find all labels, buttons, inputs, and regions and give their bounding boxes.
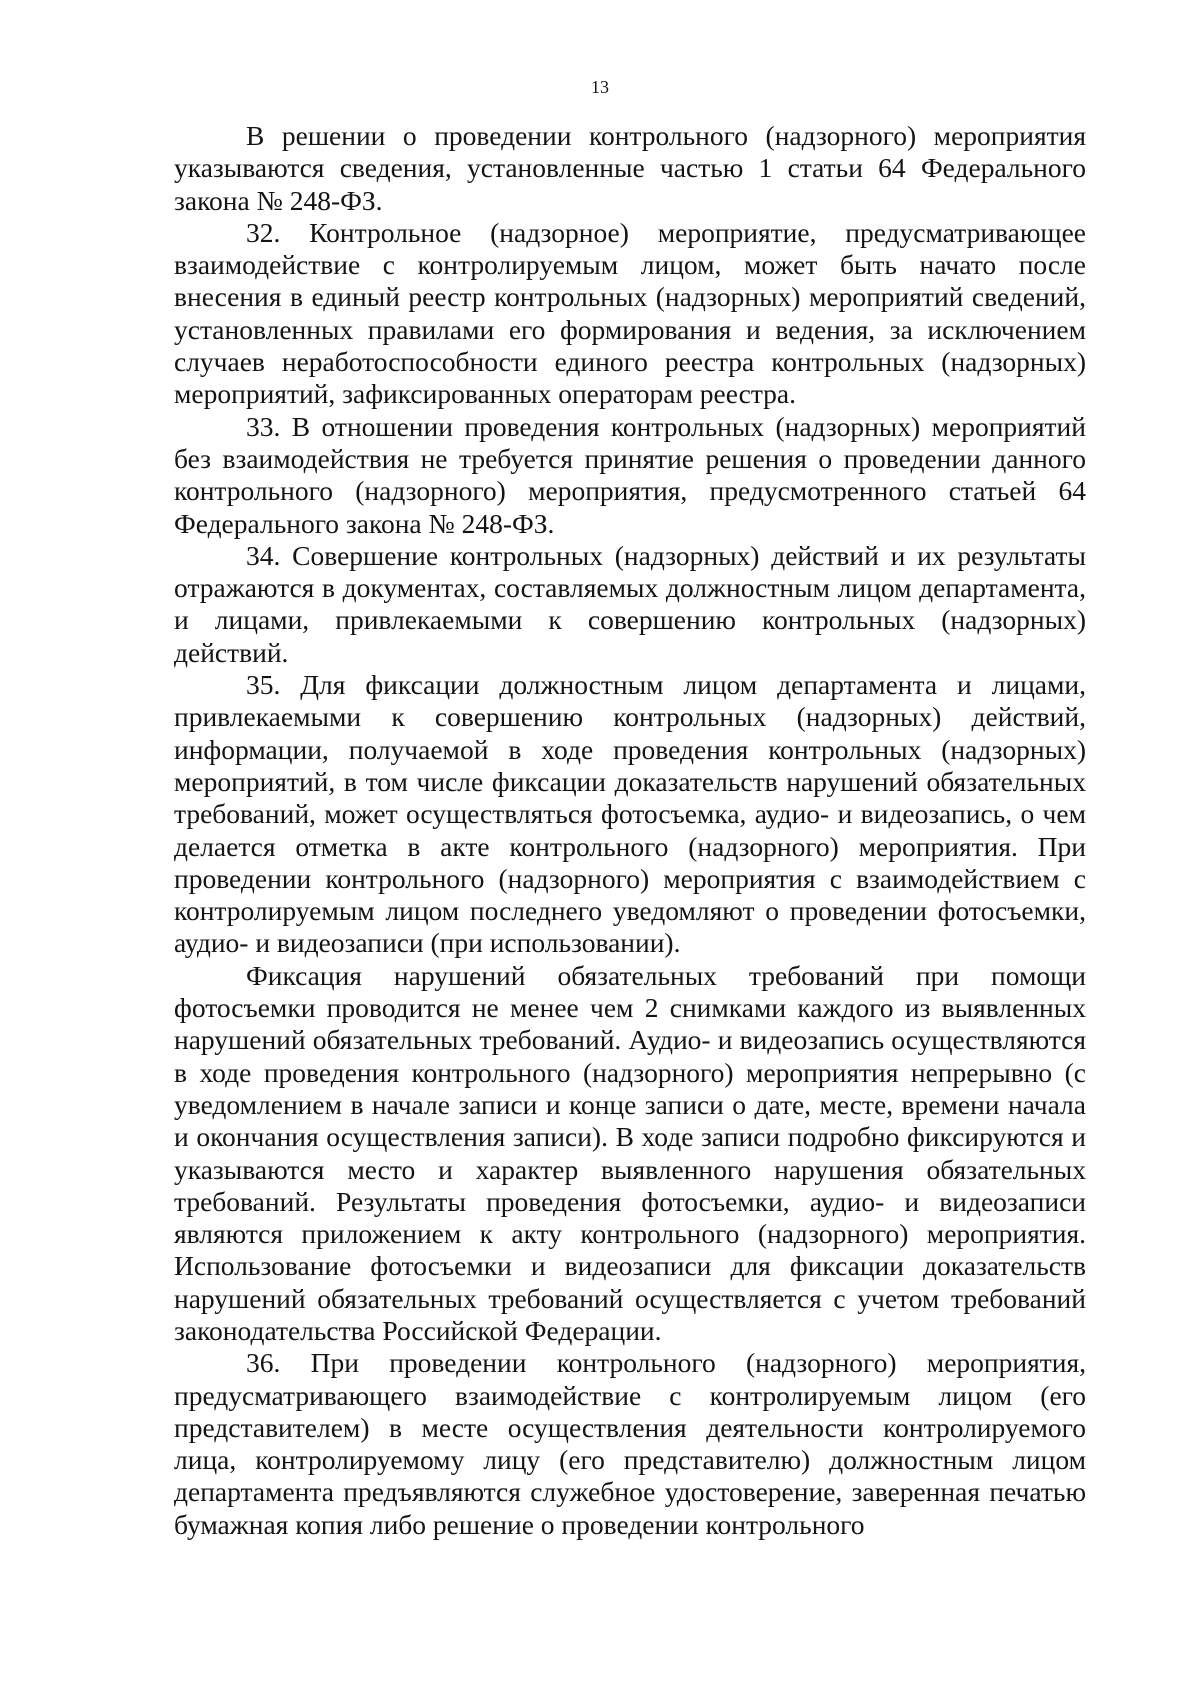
- paragraph-36: 36. При проведении контрольного (надзорного) мероприятия, предусматривающего взаимодействие с контролируемым лицом (его представителем) в месте осуществления деятельности контролируемого лица, контролируемому лицу (его представителю) должностным лицом департамента предъявляются служебное удостоверение, заверенная печатью бумажная копия либо решение о проведении контрольного: [174, 1347, 1086, 1540]
- paragraph-33: 33. В отношении проведения контрольных (надзорных) мероприятий без взаимодействия не требуется принятие решения о проведении данного контрольного (надзорного) мероприятия, предусмотренного статьей 64 Федерального закона № 248-ФЗ.: [174, 410, 1086, 539]
- paragraph-35: 35. Для фиксации должностным лицом департамента и лицами, привлекаемыми к совершению контрольных (надзорных) действий, информации, получаемой в ходе проведения контрольных (надзорных) мероприятий, в том числе фиксации доказательств нарушений обязательных требований, может осуществляться фотосъемка, аудио- и видеозапись, о чем делается отметка в акте контрольного (надзорного) мероприятия. При проведении контрольного (надзорного) мероприятия с взаимодействием с контролируемым лицом последнего уведомляют о проведении фотосъемки, аудио- и видеозаписи (при использовании).: [174, 669, 1086, 959]
- paragraph-34: 34. Совершение контрольных (надзорных) действий и их результаты отражаются в документах, составляемых должностным лицом департамента, и лицами, привлекаемыми к совершению контрольных (надзорных) действий.: [174, 539, 1086, 668]
- page-number: 13: [591, 77, 609, 97]
- document-body: [174, 120, 1086, 1541]
- paragraph-35-fixation: Фиксация нарушений обязательных требований при помощи фотосъемки проводится не менее чем 2 снимками каждого из выявленных нарушений обязательных требований. Аудио- и видеозапись осуществляются в ходе проведения контрольного (надзорного) мероприятия непрерывно (с уведомлением в начале записи и конце записи о дате, месте, времени начала и окончания осуществления записи). В ходе записи подробно фиксируются и указываются место и характер выявленного нарушения обязательных требований. Результаты проведения фотосъемки, аудио- и видеозаписи являются приложением к акту контрольного (надзорного) мероприятия. Использование фотосъемки и видеозаписи для фиксации доказательств нарушений обязательных требований осуществляется с учетом требований законодательства Российской Федерации.: [174, 959, 1086, 1346]
- paragraph-decision-info: В решении о проведении контрольного (надзорного) мероприятия указываются сведения, установленные частью 1 статьи 64 Федерального закона № 248-ФЗ.: [174, 120, 1086, 216]
- paragraph-32: 32. Контрольное (надзорное) мероприятие, предусматривающее взаимодействие с контролируемым лицом, может быть начато после внесения в единый реестр контрольных (надзорных) мероприятий сведений, установленных правилами его формирования и ведения, за исключением случаев неработоспособности единого реестра контрольных (надзорных) мероприятий, зафиксированных операторам реестра.: [174, 216, 1086, 410]
